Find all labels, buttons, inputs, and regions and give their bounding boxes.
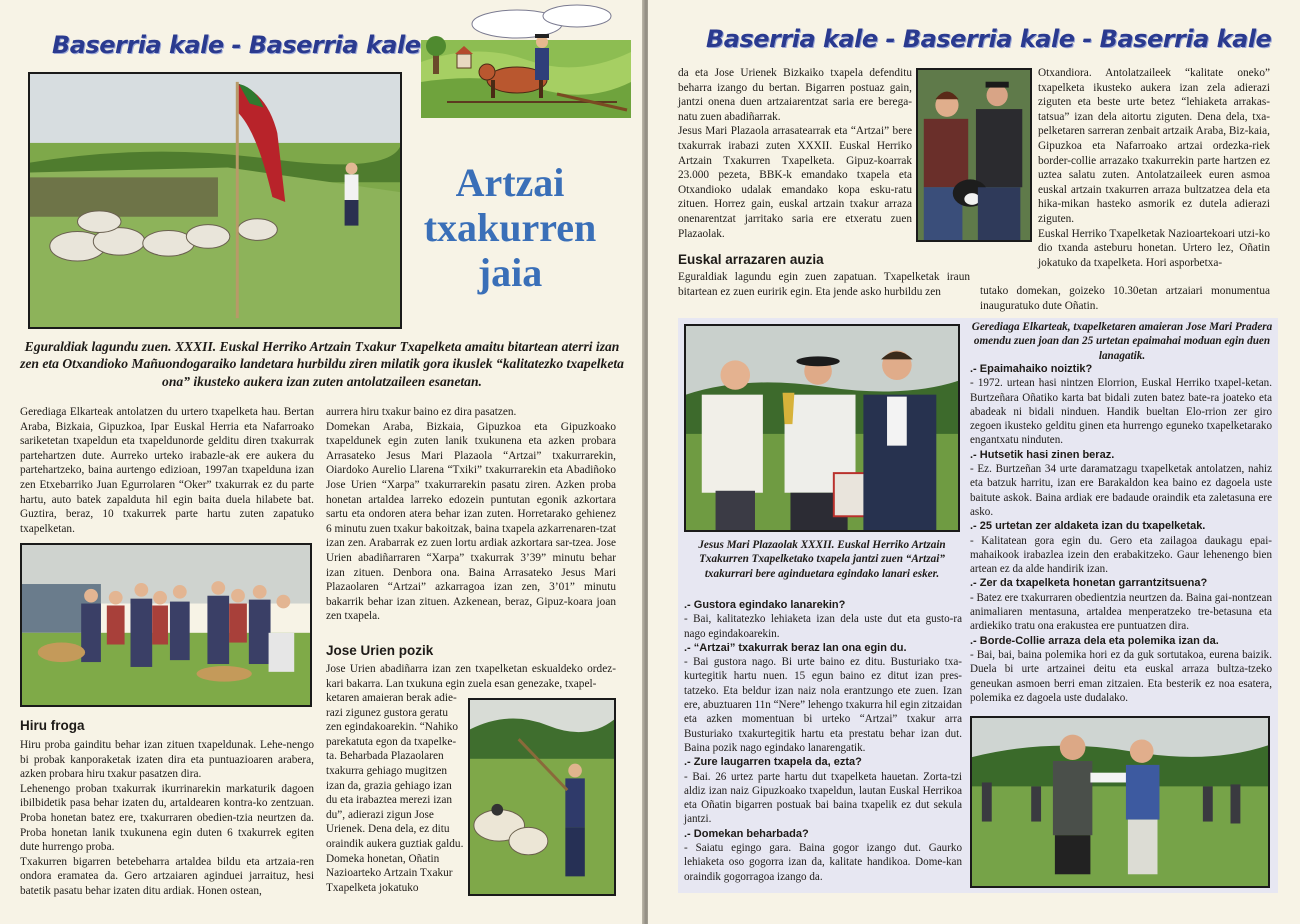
photo-shepherd-crook [468,698,616,896]
paragraph: Euskal Herriko Txapelketak Nazioartekoari utzi-ko dio txanda asteburu honetan. Urtero lez, Oñatin jokatuko da txapelketa. Hori asporbetxa- [1038,227,1270,269]
subhead-jose-urien: Jose Urien pozik [326,643,434,658]
photo-trophy-winners [684,324,960,532]
interview-question: .- “Artzai” txakurrak beraz lan ona egin du. [684,641,907,654]
body-right-col2 [1038,66,1270,270]
interview-answer: - Kalitatean gora egin du. Gero eta zailagoa daukagu epai-mahaikook irabazlea izein den erabakitzeko. Gaur lehenengo bien artean ez da alde handirik izan. [970,534,1272,576]
photo-sheep-trial [28,72,402,329]
title-line-2: txakurren [423,205,597,250]
body-arraza: Eguraldiak lagundu egin zuen zapatuan. Txapelketak iraun bitartean ez zuen euririk egin. Eta jende asko hurbildu zen [678,271,970,298]
interview-question: .- Gustora egindako lanarekin? [684,599,846,611]
body-right-col1 [678,66,912,241]
body-col1-bottom [20,738,314,899]
photo-spectators [20,543,312,707]
photo-award-handover [970,716,1270,888]
paragraph: Txakurren bigarren betebeharra artaldea bildu eta artzaia-ren ondora eramatea da. Gero artzaiaren aginduei jarraituz, hesi batetik pasatu behar izaten ditu ardiak. Honen ostean, [20,855,314,897]
interview-answer: - Bai gustora nago. Bi urte baino ez ditu. Busturiako txa-kurtegitik hartu nuen. 15 egun baino ez ditut izan pres-tatzeko. Eta beldur izan naiz nola erantzungo ete zuen. Izan ere, abuztuaren 11n “Nere” lehengo txakurra hil egin zitzaidan eta azken momentuan bi urteko “Artzai” txakur arra Busturiako txakurtegitik hartu eta prestatu behar izan dut. Baina pozik nago egindako lanarengatik. [684,656,962,754]
interview-right-column [970,362,1272,705]
farmer-illustration [417,2,635,120]
interview-question: .- 25 urtetan zer aldaketa izan du txapelketak. [970,520,1206,533]
title-line-3: jaia [477,250,543,295]
body-right-tail: tutako domekan, goizeko 10.30etan artzaiari monumentua inauguratuko dute Oñatin. [980,285,1270,312]
interview-answer: - Bai, bai, baina polemika hori ez da guk sortutakoa, eurena baizik. Duela bi urte artzainei deitu eta euskal arraza bultza-tzeko geneukan asmoen berri eman zitzaien. Eta besterik ez noa esatera, polemika ez dagoela uste dudalako. [970,648,1272,704]
interview-panel [678,318,1278,893]
interview-answer: - Ez. Burtzeñan 34 urte daramatzagu txapelketak antolatzen, nahiz eta batzuk harritu, izan ere Barakaldon kea baino ez dagoela uste baitute askok. Baina ardiak ere badaude oraindik eta zaletasuna ere asko. [970,463,1272,518]
interview-answer: - Bai. 26 urtez parte hartu dut txapelketa hauetan. Zorta-tzi aldiz izan naiz Gipuzkoako txapeldun, lautan Euskal Herrikoa eta Oñatin bigarren postuak bai baina txapelik ez dut sekula jantzi. [684,770,962,826]
paragraph: Jesus Mari Plazaola arrasatearrak eta “Artzai” bere txakurrak irabazi zuten XXXII. Euskal Herriko Artzain Txakurren Txapelketa. Gipuz-koarrak 23.000 pezeta, BBK-k emandako txapela eta Otxandioko udalak emandako kopa esku-ratu zituen. Horrez gain, euskal artzain txakur arraza onenarentzat jarritako saria ere etxeratu zuen Plazaolak. [678,125,912,240]
interview-answer: - 1972. urtean hasi nintzen Elorrion, Euskal Herriko txapel-ketan. Burtzeñara Oñatiko karta bat bidali zuten batez bate-ra joateko eta abadeak ni bidali ninduen. Handik bueltan Elo-rrion zer giro zegoen ikusteko gelditu ginen eta hurrengo eguneko txapelketarako engantxatu ninduten. [970,377,1272,447]
interview-left-column [684,598,962,884]
interview-question: .- Zure laugarren txapela da, ezta? [684,756,862,769]
interview-answer: - Bai, kalitatezko lehiaketa izan dela uste dut eta gusto-ra nago egindakoarekin. [684,613,962,640]
body-col2-top [326,405,616,624]
interview-question: .- Epaimahaiko noiztik? [970,363,1093,375]
interview-question: .- Borde-Collie arraza dela eta polemika izan da. [970,634,1219,647]
article-title [410,160,610,295]
body-col2-bottom-narrow: ketaren amaieran berak adie-razi zigunez gustora geratu zen egindakoarekin. “Nahiko parekatuta egon da txapelke-ta. Beharbada Plazaolaren txakurra gehiago mugitzen izan da, grazia gehiago izan du eta irabaztea merezi izan du”, adierazi zigun Jose Urienek. Dena dela, ez ditu oraindik aukera guztiak galdu. Domeka honetan, Oñatin Nazioarteko Artzain Txakur Txapelketa jokatuko [326,692,464,894]
interview-intro: Gerediaga Elkarteak, txapelketaren amaieran Jose Mari Pradera omendu zuen joan dan 25 urtetan epaimahai moduan egin duen lanagatik. [971,321,1273,362]
interview-question: .- Zer da txapelketa honetan garrantzitsuena? [970,577,1208,590]
right-page [648,0,1300,924]
interview-answer: - Batez ere txakurraren obedientzia neurtzen da. Baina gai-nontzean animaliaren mentasuna, artaldea menperatzeko tre-betasuna eta ardiekiko tratu ona erakustea ere puntuatzen dira. [970,591,1272,633]
interview-question: .- Domekan beharbada? [684,827,809,840]
body-col2-bottom-full: Jose Urien abadiñarra izan zen txapelketan eskualdeko ordez-kari bakarra. Lan txukuna egin zuela esan genezake, txapel- [326,663,616,690]
interview-answer: - Saiatu egingo gara. Baina gogor izango dut. Gaurko lehiaketa oso gogorra izan da, kalitate handikoa. Dome-kan oraindik gogorragoa izango da. [684,842,962,883]
paragraph: Hiru proba gainditu behar izan zituen txapeldunak. Lehe-nengo bi probak kanporaketak izaten dira eta puntuazioaren arabera, azken probara hiru txakur pasatzen dira. [20,739,314,781]
paragraph: da eta Jose Urienek Bizkaiko txapela defenditu beharra izango du bertan. Bigarren postuaz gain, jantzi onena duen artzaiarentzat saria ere berega-natu zuen abadiñarrak. [678,67,912,123]
paragraph: Lehenengo proban txakurrak ikurrinarekin markaturik dagoen ibilbidetik pasa behar izaten du, artaldearen kontra-ko zentzuan. Proba honetan batez ere, txakurraren obedien-tzia neurtzen da. Proba honetan lanik txukunena egin duten 6 txakurrek egiten dute hurrengo proba. [20,782,314,854]
interview-question: .- Hutsetik hasi zinen beraz. [970,448,1115,461]
running-head-right: Baserria kale - Baserria kale - Baserria kale [706,25,1272,53]
article-lead: Eguraldiak lagundu zuen. XXXII. Euskal Herriko Artzain Txakur Txapelketa amaitu bitartean aterri izan zen eta Otxandioko Mañuondogaraiko landetara hurbildu ziren milatik gora ikuslek “kalitatezko txapelketa ona” ikusteko aukera izan zuten antolatzaileen esanetan. [20,339,624,389]
subhead-arraza: Euskal arrazaren auzia [678,252,824,267]
paragraph: aurrera hiru txakur baino ez dira pasatzen. [326,406,517,418]
title-line-1: Artzai [455,160,565,205]
subhead-hiru-froga: Hiru froga [20,718,85,733]
running-head-left: Baserria kale - Baserria kale [52,31,421,59]
photo-caption: Jesus Mari Plazaolak XXXII. Euskal Herriko Artzain Txakurren Txapelketako txapela jantzi zuen “Artzai” txakurrari bere aginduetara egindako lanari esker. [698,539,946,580]
left-page [0,0,644,924]
paragraph: Domekan Araba, Bizkaia, Gipuzkoa eta Gipuzkoako txapeldunek egin zuten lanik txukunena eta azken probara Arrasateko Jesus Mari Plazaola “Artzai” txakurrarekin, Oiardoko Aurelio Llarena “Txiki” txakurrarekin eta Abadiñoko Jose Urien “Xarpa” txakurrarekin pasatu ziren. Azken proba honetan artaldea larreko edozein puntutan egonik azkortara sartu eta ondoren atera behar izan zuten. Horretarako gehienez 6 minutu zuen txakur bakoitzak, baina txapela azkarrenaren-tzat izan zen. Arabarrak ez zuen lortu ardiak azkortara sar-tzea. Jose Urien abadiñarraren “Xarpa” txakurrak 3’39” minutu behar izan zituen. Denbora ona. Baina Arrasateko Jesus Mari Plazaolaren “Artzai” azkarragoa izan zen, 3’01” minutu bakarrik behar izan zituen. Azkenean, beraz, Gipuz-koara joan zen txapela. [326,420,616,623]
paragraph: Otxandiora. Antolatzaileek “kalitate oneko” txapelketa ikusteko aukera izan zela adierazi ziguten eta beste urte betez “lehiaketa arrakas-tatsua” izan dela aitortu ziguten. Dena dela, txa-pelketaren sarreran zenbait artzaik Araba, Biz-kaia, Gipuzkoa eta Nafarroako artzai ordezka-riek border-collie arrazako txakurrekin parte hartzen ez uztea salatu zuten. Antolatzaileek euren asmoa euskal artzain txakurren arraza bultzatzea dela eta hika-mikan hasteko asmorik ez dutela adierazi ziguten. [1038,67,1270,225]
body-col1-top: Gerediaga Elkarteak antolatzen du urtero txapelketa hau. Bertan Araba, Bizkaia, Gipuzkoa, Ipar Euskal Herria eta Nafarroako sariketetan txapeldun eta txapeldunorde gelditu diren txakurrak partehartzen dute. Aurreko urteko irabazle-ak ere aukera du partehartzeko, baina aurtengo edizioan, 1997an txapelduna izan zen Etxebarriko Juan Egurrolaren “Oker” txakurrak ez du parte hartu, auto batek zapalduta hil egin baita duela hilabete bat. Guztira, beraz, 10 txakurrek parte hartu zuten zapatuko txapelketan. [20,406,314,535]
photo-couple-dog [916,68,1032,242]
